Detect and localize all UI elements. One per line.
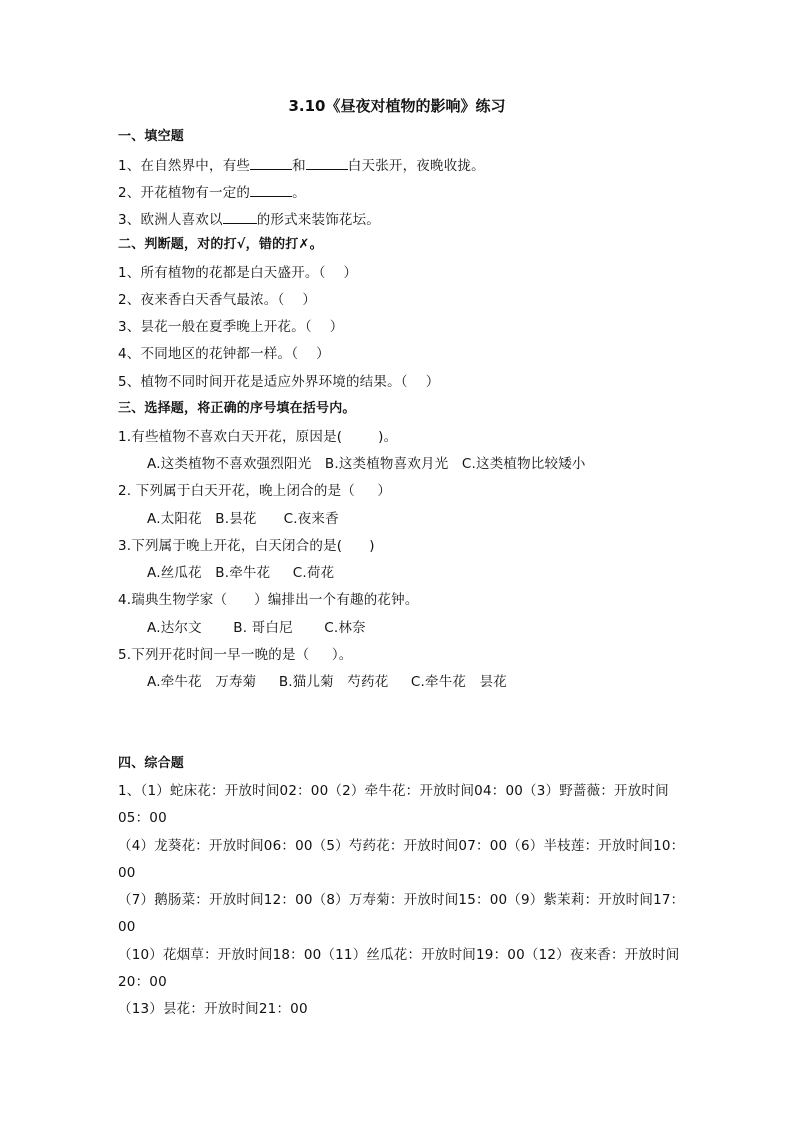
fill-question-1 <box>118 155 485 175</box>
judge-item-2: 2、夜来香白天香气最浓。（ ） <box>118 292 317 308</box>
flower-clock-line: （4）龙葵花：开放时间06：00（5）芍药花：开放时间07：00（6）半枝莲：开放时间10： <box>118 838 685 854</box>
page-title: 3.10《昼夜对植物的影响》练习 <box>288 97 506 115</box>
choice-options-1: A.这类植物不喜欢强烈阳光 B.这类植物喜欢月光 C.这类植物比较矮小 <box>147 456 586 472</box>
choice-question-4: 4.瑞典生物学家（ ）编排出一个有趣的花钟。 <box>118 592 419 608</box>
flower-clock-line: 00 <box>118 919 136 935</box>
choice-question-2: 2. 下列属于白天开花，晚上闭合的是（ ） <box>118 483 392 499</box>
answer-blank <box>306 155 348 170</box>
choice-options-4: A.达尔文 B. 哥白尼 C.林奈 <box>147 620 366 636</box>
judge-item-3: 3、昙花一般在夏季晚上开花。（ ） <box>118 319 344 335</box>
choice-question-1: 1.有些植物不喜欢白天开花，原因是( )。 <box>118 429 398 445</box>
fill-question-2 <box>118 182 306 202</box>
fill-q1-part-b: 和 <box>292 158 306 174</box>
choice-options-3: A.丝瓜花 B.牵牛花 C.荷花 <box>147 565 335 581</box>
fill-q1-part-a: 1、在自然界中，有些 <box>118 158 251 174</box>
flower-clock-line: 1、（1）蛇床花：开放时间02：00（2）牵牛花：开放时间04：00（3）野蔷薇：开放时间 <box>118 783 669 799</box>
judge-item-5: 5、植物不同时间开花是适应外界环境的结果。（ ） <box>118 374 440 390</box>
choice-options-2: A.太阳花 B.昙花 C.夜来香 <box>147 511 339 527</box>
fill-q3-part-b: 的形式来装饰花坛。 <box>256 212 381 228</box>
flower-clock-line: （10）花烟草：开放时间18：00（11）丝瓜花：开放时间19：00（12）夜来香：开放时间 <box>118 947 680 963</box>
judge-item-4: 4、不同地区的花钟都一样。（ ） <box>118 346 330 362</box>
fill-q3-part-a: 3、欧洲人喜欢以 <box>118 212 223 228</box>
section-heading-fill-blank: 一、填空题 <box>118 129 185 144</box>
flower-clock-line: （13）昙花：开放时间21：00 <box>118 1001 308 1017</box>
flower-clock-line: （7）鹅肠菜：开放时间12：00（8）万寿菊：开放时间15：00（9）紫茉莉：开放时间17： <box>118 892 685 908</box>
choice-options-5: A.牵牛花 万寿菊 B.猫儿菊 芍药花 C.牵牛花 昙花 <box>147 674 507 690</box>
choice-question-3: 3.下列属于晚上开花，白天闭合的是( ) <box>118 538 375 554</box>
flower-clock-line: 00 <box>118 865 136 881</box>
flower-clock-line: 20：00 <box>118 974 167 990</box>
flower-clock-line: 05：00 <box>118 810 167 826</box>
choice-question-5: 5.下列开花时间一早一晚的是（ ）。 <box>118 647 353 663</box>
answer-blank <box>223 209 257 224</box>
section-heading-multiple-choice: 三、选择题，将正确的序号填在括号内。 <box>118 401 356 416</box>
section-heading-true-false: 二、判断题，对的打√，错的打✗。 <box>118 237 323 252</box>
answer-blank <box>250 155 292 170</box>
fill-q1-part-c: 白天张开，夜晚收拢。 <box>347 158 485 174</box>
fill-question-3 <box>118 209 380 229</box>
fill-q2-part-b: 。 <box>292 185 306 201</box>
fill-q2-part-a: 2、开花植物有一定的 <box>118 185 251 201</box>
section-heading-comprehensive: 四、综合题 <box>118 756 185 771</box>
answer-blank <box>250 182 292 197</box>
judge-item-1: 1、所有植物的花都是白天盛开。（ ） <box>118 265 358 281</box>
